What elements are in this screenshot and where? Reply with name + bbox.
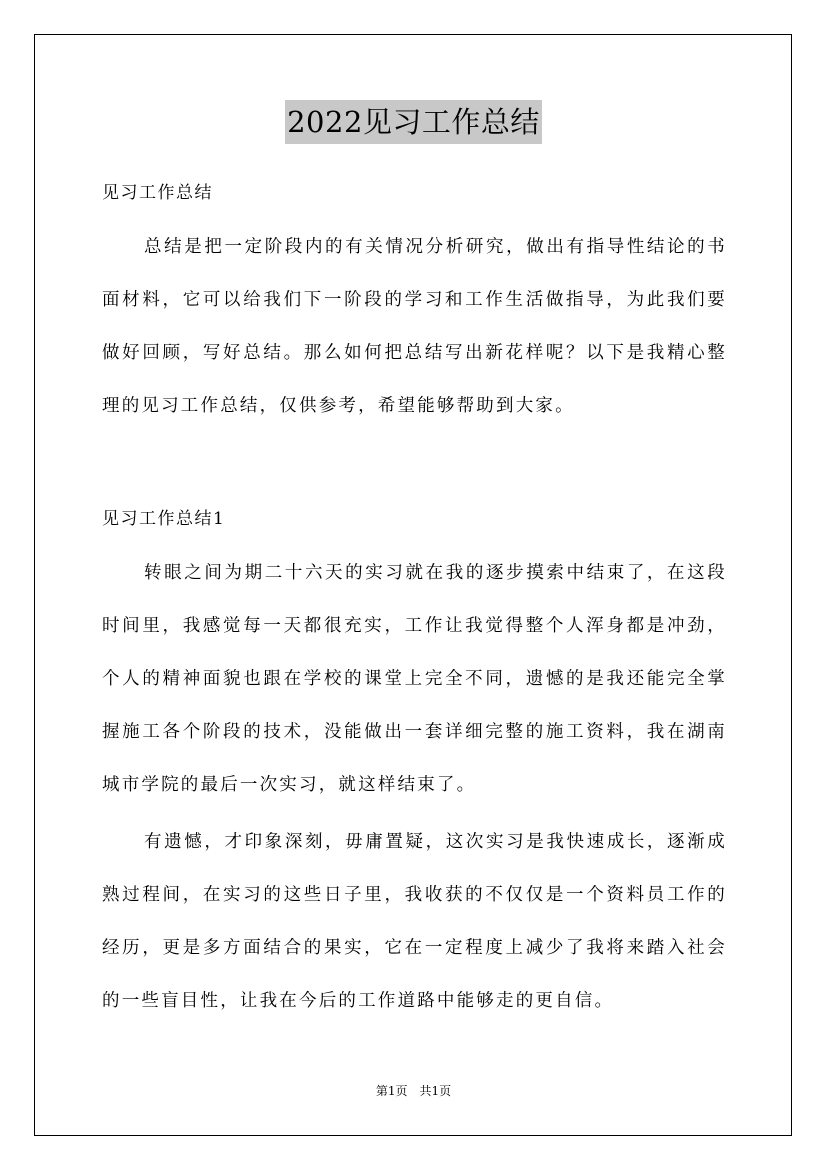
document-title: 2022见习工作总结 <box>285 100 542 144</box>
intro-paragraph: 总结是把一定阶段内的有关情况分析研究，做出有指导性结论的书面材料，它可以给我们下一阶段的学习和工作生活做指导，为此我们要做好回顾，写好总结。那么如何把总结写出新花样呢？以下是我精心整理的见习工作总结，仅供参考，希望能够帮助到大家。 <box>102 237 727 416</box>
section-1-paragraph-1: 转眼之间为期二十六天的实习就在我的逐步摸索中结束了，在这段时间里，我感觉每一天都很充实，工作让我觉得整个人浑身都是冲劲，个人的精神面貌也跟在学校的课堂上完全不同，遗憾的是我还能完全掌握施工各个阶段的技术，没能做出一套详细完整的施工资料，我在湖南城市学院的最后一次实习，就这样结束了。 <box>102 563 727 795</box>
title-container <box>0 100 827 144</box>
section-1-heading: 见习工作总结1 <box>102 509 226 529</box>
section-1-paragraph-2: 有遗憾，才印象深刻，毋庸置疑，这次实习是我快速成长，逐渐成熟过程间，在实习的这些日子里，我收获的不仅仅是一个资料员工作的经历，更是多方面结合的果实，它在一定程度上减少了我将来踏入社会的一些盲目性，让我在今后的工作道路中能够走的更自信。 <box>102 832 727 1011</box>
page-footer: 第1页 共1页 <box>375 1084 452 1098</box>
intro-heading: 见习工作总结 <box>102 183 213 203</box>
